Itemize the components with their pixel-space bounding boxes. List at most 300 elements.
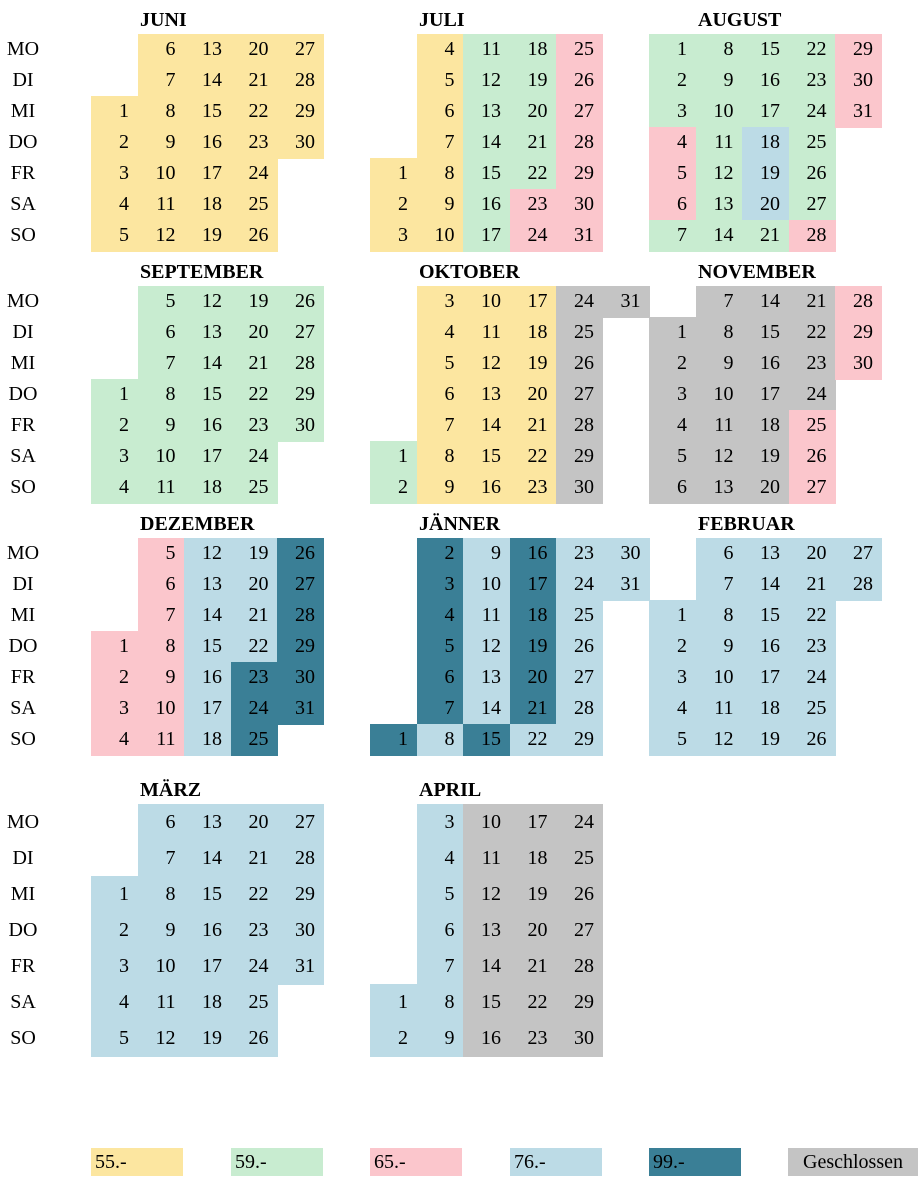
day-cell: 28	[277, 65, 324, 97]
day-cell: 14	[742, 286, 789, 318]
day-cell: 18	[184, 724, 231, 756]
weekday-label: MO	[6, 290, 40, 312]
day-cell: 30	[603, 538, 650, 570]
day-cell: 1	[91, 876, 138, 913]
day-cell: 3	[417, 569, 464, 601]
day-cell: 29	[277, 379, 324, 411]
day-cell: 31	[603, 569, 650, 601]
day-cell: 16	[742, 65, 789, 97]
day-cell: 4	[417, 317, 464, 349]
day-cell: 11	[696, 410, 743, 442]
day-cell: 6	[417, 379, 464, 411]
day-cell: 9	[696, 631, 743, 663]
month-title: AUGUST	[698, 9, 782, 31]
day-cell: 30	[835, 348, 882, 380]
day-cell: 10	[463, 569, 510, 601]
day-cell: 25	[231, 984, 278, 1021]
day-cell: 30	[835, 65, 882, 97]
day-cell: 13	[184, 34, 231, 66]
day-cell: 12	[463, 876, 510, 913]
day-cell: 27	[789, 189, 836, 221]
day-cell: 23	[556, 538, 603, 570]
day-cell: 17	[742, 662, 789, 694]
day-cell: 23	[789, 65, 836, 97]
day-cell: 5	[138, 538, 185, 570]
day-cell: 5	[649, 724, 696, 756]
day-cell: 26	[556, 631, 603, 663]
day-cell: 26	[789, 441, 836, 473]
day-cell: 9	[417, 189, 464, 221]
day-cell: 4	[649, 693, 696, 725]
weekday-label: SO	[10, 1027, 36, 1049]
day-cell: 12	[184, 538, 231, 570]
day-cell: 10	[138, 693, 185, 725]
day-cell: 9	[138, 662, 185, 694]
day-cell: 18	[510, 600, 557, 632]
day-cell: 1	[649, 34, 696, 66]
day-cell: 28	[556, 127, 603, 159]
day-cell: 1	[91, 631, 138, 663]
day-cell: 10	[696, 96, 743, 128]
day-cell: 8	[417, 158, 464, 190]
day-cell: 8	[696, 317, 743, 349]
day-cell: 17	[184, 158, 231, 190]
day-cell: 28	[277, 840, 324, 877]
day-cell: 18	[184, 984, 231, 1021]
day-cell: 11	[696, 127, 743, 159]
day-cell: 27	[277, 34, 324, 66]
day-cell: 14	[696, 220, 743, 252]
day-cell: 8	[138, 631, 185, 663]
day-cell: 26	[789, 158, 836, 190]
day-cell: 17	[184, 693, 231, 725]
day-cell: 14	[184, 600, 231, 632]
day-cell: 27	[789, 472, 836, 504]
weekday-label: FR	[10, 414, 36, 436]
weekday-label: MI	[10, 604, 36, 626]
day-cell: 26	[556, 65, 603, 97]
day-cell: 8	[696, 34, 743, 66]
day-cell: 2	[370, 189, 417, 221]
day-cell: 16	[742, 631, 789, 663]
day-cell: 25	[556, 840, 603, 877]
day-cell: 15	[184, 379, 231, 411]
day-cell: 5	[417, 65, 464, 97]
day-cell: 6	[417, 96, 464, 128]
day-cell: 17	[742, 379, 789, 411]
day-cell: 14	[184, 348, 231, 380]
day-cell: 16	[742, 348, 789, 380]
day-cell: 20	[789, 538, 836, 570]
day-cell: 19	[184, 1020, 231, 1057]
day-cell: 26	[231, 220, 278, 252]
day-cell: 25	[231, 472, 278, 504]
day-cell: 22	[789, 34, 836, 66]
day-cell: 17	[463, 220, 510, 252]
day-cell: 25	[789, 127, 836, 159]
day-cell: 15	[184, 876, 231, 913]
day-cell: 2	[91, 912, 138, 949]
day-cell: 3	[649, 662, 696, 694]
day-cell: 7	[417, 127, 464, 159]
day-cell: 28	[789, 220, 836, 252]
day-cell: 9	[696, 348, 743, 380]
day-cell: 17	[510, 569, 557, 601]
day-cell: 24	[556, 569, 603, 601]
day-cell: 25	[789, 693, 836, 725]
day-cell: 19	[231, 286, 278, 318]
weekday-label: DO	[8, 635, 38, 657]
day-cell: 13	[742, 538, 789, 570]
weekday-label: SO	[10, 476, 36, 498]
weekday-label: SA	[10, 697, 36, 719]
day-cell: 24	[789, 379, 836, 411]
day-cell: 21	[510, 410, 557, 442]
legend-swatch: 65.-	[370, 1148, 462, 1176]
day-cell: 6	[138, 804, 185, 841]
day-cell: 7	[696, 569, 743, 601]
day-cell: 1	[649, 600, 696, 632]
day-cell: 1	[370, 984, 417, 1021]
day-cell: 30	[277, 912, 324, 949]
day-cell: 3	[649, 379, 696, 411]
day-cell: 12	[138, 1020, 185, 1057]
day-cell: 22	[789, 600, 836, 632]
day-cell: 15	[463, 984, 510, 1021]
day-cell: 26	[556, 876, 603, 913]
day-cell: 7	[417, 693, 464, 725]
weekday-label: FR	[10, 162, 36, 184]
weekday-label: SO	[10, 224, 36, 246]
day-cell: 14	[463, 127, 510, 159]
day-cell: 18	[742, 410, 789, 442]
day-cell: 7	[138, 65, 185, 97]
day-cell: 28	[556, 693, 603, 725]
day-cell: 5	[649, 158, 696, 190]
day-cell: 17	[510, 286, 557, 318]
day-cell: 12	[696, 158, 743, 190]
day-cell: 16	[184, 662, 231, 694]
day-cell: 19	[742, 441, 789, 473]
day-cell: 7	[138, 840, 185, 877]
day-cell: 25	[231, 724, 278, 756]
day-cell: 4	[649, 127, 696, 159]
day-cell: 11	[138, 724, 185, 756]
day-cell: 16	[463, 1020, 510, 1057]
day-cell: 29	[277, 631, 324, 663]
day-cell: 4	[91, 472, 138, 504]
month-title: JUNI	[140, 9, 187, 31]
day-cell: 12	[696, 724, 743, 756]
weekday-label: DI	[12, 321, 34, 343]
day-cell: 27	[277, 317, 324, 349]
day-cell: 17	[510, 804, 557, 841]
day-cell: 8	[138, 379, 185, 411]
day-cell: 24	[510, 220, 557, 252]
day-cell: 11	[463, 600, 510, 632]
weekday-label: MI	[10, 883, 36, 905]
weekday-label: DI	[12, 573, 34, 595]
day-cell: 4	[91, 984, 138, 1021]
day-cell: 8	[417, 984, 464, 1021]
weekday-label: DI	[12, 847, 34, 869]
day-cell: 23	[789, 631, 836, 663]
day-cell: 14	[184, 840, 231, 877]
day-cell: 18	[184, 189, 231, 221]
day-cell: 12	[696, 441, 743, 473]
day-cell: 20	[742, 472, 789, 504]
day-cell: 21	[742, 220, 789, 252]
day-cell: 23	[510, 1020, 557, 1057]
day-cell: 22	[789, 317, 836, 349]
day-cell: 21	[231, 600, 278, 632]
day-cell: 20	[510, 96, 557, 128]
legend-swatch: Geschlossen	[788, 1148, 918, 1176]
day-cell: 23	[231, 662, 278, 694]
day-cell: 5	[138, 286, 185, 318]
day-cell: 16	[463, 189, 510, 221]
day-cell: 20	[231, 804, 278, 841]
day-cell: 24	[231, 693, 278, 725]
day-cell: 26	[277, 286, 324, 318]
day-cell: 22	[231, 631, 278, 663]
day-cell: 17	[184, 948, 231, 985]
weekday-label: DO	[8, 919, 38, 941]
day-cell: 20	[510, 379, 557, 411]
day-cell: 6	[649, 189, 696, 221]
day-cell: 31	[835, 96, 882, 128]
day-cell: 31	[277, 693, 324, 725]
day-cell: 8	[417, 441, 464, 473]
day-cell: 23	[231, 912, 278, 949]
day-cell: 16	[463, 472, 510, 504]
day-cell: 16	[184, 410, 231, 442]
month-title: MÄRZ	[140, 779, 202, 801]
weekday-label: SA	[10, 445, 36, 467]
day-cell: 2	[649, 631, 696, 663]
day-cell: 4	[417, 34, 464, 66]
day-cell: 29	[556, 158, 603, 190]
weekday-label: SA	[10, 193, 36, 215]
day-cell: 7	[417, 948, 464, 985]
day-cell: 25	[556, 34, 603, 66]
day-cell: 14	[463, 693, 510, 725]
day-cell: 13	[696, 472, 743, 504]
day-cell: 20	[231, 34, 278, 66]
day-cell: 23	[789, 348, 836, 380]
weekday-label: SA	[10, 991, 36, 1013]
day-cell: 20	[742, 189, 789, 221]
month-title: JÄNNER	[419, 513, 501, 535]
day-cell: 11	[463, 34, 510, 66]
day-cell: 24	[789, 662, 836, 694]
day-cell: 2	[370, 472, 417, 504]
day-cell: 25	[789, 410, 836, 442]
day-cell: 12	[463, 348, 510, 380]
day-cell: 6	[417, 662, 464, 694]
day-cell: 18	[510, 317, 557, 349]
day-cell: 20	[231, 317, 278, 349]
day-cell: 3	[417, 804, 464, 841]
day-cell: 28	[835, 569, 882, 601]
day-cell: 3	[417, 286, 464, 318]
day-cell: 1	[91, 96, 138, 128]
day-cell: 15	[742, 317, 789, 349]
month-title: APRIL	[419, 779, 482, 801]
day-cell: 11	[138, 189, 185, 221]
day-cell: 22	[231, 876, 278, 913]
day-cell: 21	[510, 693, 557, 725]
day-cell: 28	[277, 600, 324, 632]
day-cell: 27	[556, 912, 603, 949]
day-cell: 16	[184, 127, 231, 159]
legend-swatch: 55.-	[91, 1148, 183, 1176]
day-cell: 3	[370, 220, 417, 252]
day-cell: 25	[556, 317, 603, 349]
day-cell: 6	[417, 912, 464, 949]
day-cell: 7	[417, 410, 464, 442]
day-cell: 30	[277, 662, 324, 694]
day-cell: 9	[417, 1020, 464, 1057]
month-title: DEZEMBER	[140, 513, 255, 535]
day-cell: 30	[556, 472, 603, 504]
day-cell: 7	[696, 286, 743, 318]
day-cell: 19	[510, 65, 557, 97]
day-cell: 31	[603, 286, 650, 318]
day-cell: 9	[696, 65, 743, 97]
day-cell: 6	[696, 538, 743, 570]
day-cell: 23	[510, 472, 557, 504]
weekday-label: DI	[12, 69, 34, 91]
day-cell: 15	[742, 600, 789, 632]
day-cell: 25	[231, 189, 278, 221]
day-cell: 19	[184, 220, 231, 252]
day-cell: 14	[742, 569, 789, 601]
day-cell: 5	[417, 348, 464, 380]
day-cell: 29	[556, 724, 603, 756]
day-cell: 4	[417, 600, 464, 632]
day-cell: 4	[91, 724, 138, 756]
day-cell: 2	[649, 65, 696, 97]
day-cell: 24	[789, 96, 836, 128]
day-cell: 1	[91, 379, 138, 411]
day-cell: 30	[277, 127, 324, 159]
day-cell: 24	[556, 804, 603, 841]
day-cell: 11	[463, 840, 510, 877]
day-cell: 10	[463, 804, 510, 841]
day-cell: 12	[138, 220, 185, 252]
day-cell: 20	[510, 912, 557, 949]
day-cell: 9	[138, 410, 185, 442]
day-cell: 2	[417, 538, 464, 570]
day-cell: 3	[91, 948, 138, 985]
weekday-label: FR	[10, 666, 36, 688]
day-cell: 29	[835, 317, 882, 349]
day-cell: 21	[510, 127, 557, 159]
day-cell: 31	[556, 220, 603, 252]
day-cell: 13	[184, 317, 231, 349]
day-cell: 22	[510, 158, 557, 190]
day-cell: 29	[277, 876, 324, 913]
weekday-label: MO	[6, 811, 40, 833]
day-cell: 27	[556, 379, 603, 411]
day-cell: 1	[370, 158, 417, 190]
day-cell: 2	[649, 348, 696, 380]
day-cell: 5	[649, 441, 696, 473]
day-cell: 7	[138, 348, 185, 380]
day-cell: 18	[742, 693, 789, 725]
day-cell: 11	[463, 317, 510, 349]
day-cell: 14	[184, 65, 231, 97]
day-cell: 20	[510, 662, 557, 694]
day-cell: 5	[417, 631, 464, 663]
day-cell: 16	[184, 912, 231, 949]
day-cell: 20	[231, 569, 278, 601]
month-title: JULI	[419, 9, 465, 31]
day-cell: 11	[696, 693, 743, 725]
day-cell: 15	[463, 158, 510, 190]
day-cell: 21	[231, 348, 278, 380]
day-cell: 4	[649, 410, 696, 442]
day-cell: 23	[231, 127, 278, 159]
day-cell: 10	[696, 662, 743, 694]
day-cell: 15	[184, 96, 231, 128]
day-cell: 28	[556, 948, 603, 985]
day-cell: 12	[463, 631, 510, 663]
day-cell: 13	[463, 912, 510, 949]
weekday-label: MO	[6, 542, 40, 564]
day-cell: 28	[277, 348, 324, 380]
day-cell: 13	[696, 189, 743, 221]
day-cell: 26	[789, 724, 836, 756]
day-cell: 17	[742, 96, 789, 128]
day-cell: 24	[231, 948, 278, 985]
day-cell: 3	[91, 693, 138, 725]
day-cell: 8	[138, 876, 185, 913]
day-cell: 11	[138, 984, 185, 1021]
day-cell: 27	[277, 569, 324, 601]
day-cell: 11	[138, 472, 185, 504]
day-cell: 31	[277, 948, 324, 985]
weekday-label: MI	[10, 100, 36, 122]
day-cell: 19	[510, 348, 557, 380]
day-cell: 18	[742, 127, 789, 159]
day-cell: 5	[417, 876, 464, 913]
day-cell: 15	[742, 34, 789, 66]
day-cell: 5	[91, 220, 138, 252]
day-cell: 22	[510, 724, 557, 756]
legend-swatch: 99.-	[649, 1148, 741, 1176]
day-cell: 27	[556, 96, 603, 128]
weekday-label: MI	[10, 352, 36, 374]
day-cell: 23	[510, 189, 557, 221]
day-cell: 10	[417, 220, 464, 252]
day-cell: 12	[184, 286, 231, 318]
day-cell: 10	[138, 441, 185, 473]
legend-swatch: 59.-	[231, 1148, 323, 1176]
day-cell: 19	[510, 631, 557, 663]
day-cell: 3	[649, 96, 696, 128]
day-cell: 1	[370, 441, 417, 473]
day-cell: 27	[835, 538, 882, 570]
day-cell: 9	[417, 472, 464, 504]
day-cell: 15	[184, 631, 231, 663]
day-cell: 10	[696, 379, 743, 411]
day-cell: 26	[231, 1020, 278, 1057]
day-cell: 28	[556, 410, 603, 442]
day-cell: 29	[835, 34, 882, 66]
day-cell: 29	[277, 96, 324, 128]
